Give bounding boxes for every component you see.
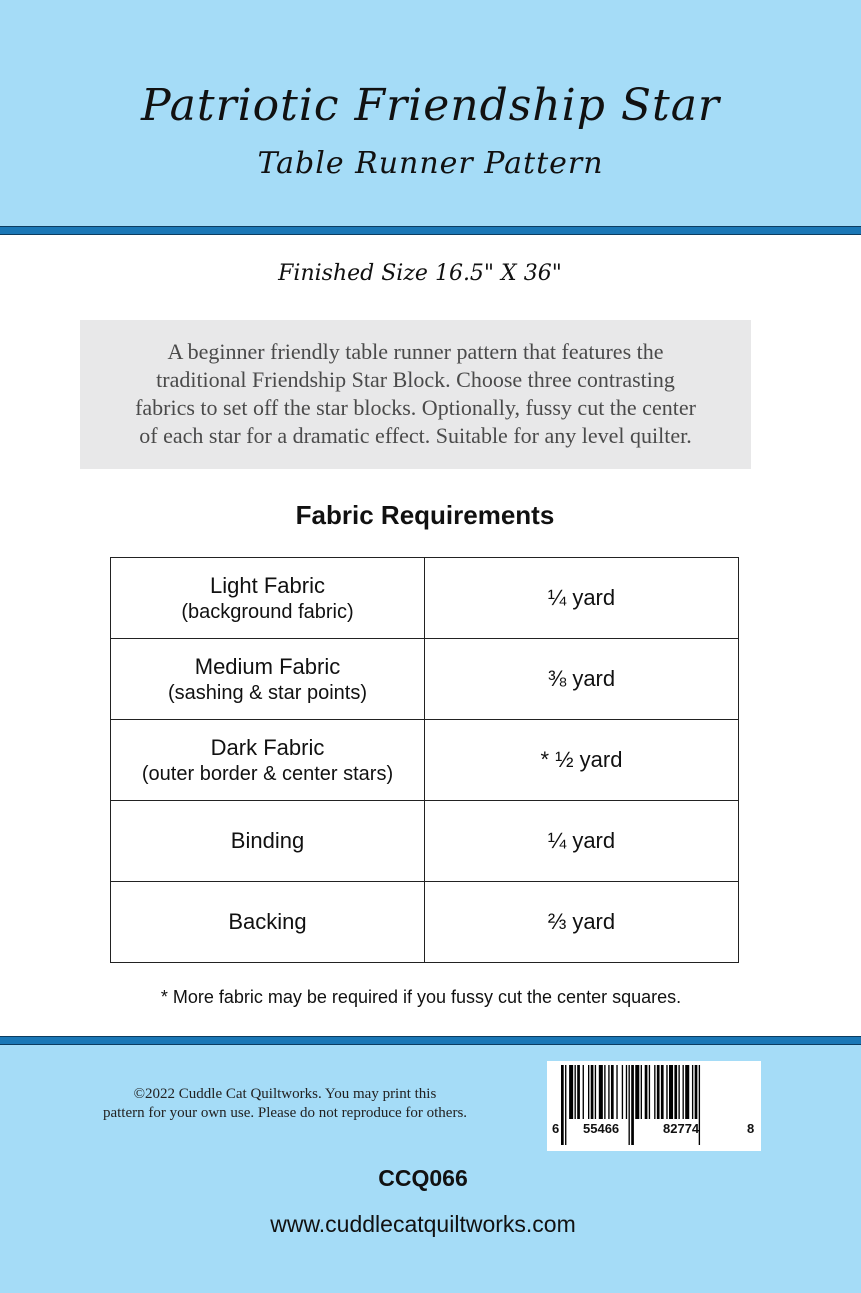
table-row [111,558,739,639]
barcode [547,1061,761,1151]
fussy-cut-footnote: * More fabric may be required if you fussy cut the center squares. [160,987,682,1007]
barcode-bar [561,1065,564,1145]
table-row [111,639,739,720]
fabric-name-cell [111,558,425,639]
fabric-amount: ¼ yard [425,558,739,639]
description-line: of each star for a dramatic effect. Suitable for any level quilter. [139,423,692,448]
fabric-amount: * ½ yard [425,720,739,801]
barcode-bar [616,1065,617,1119]
barcode-bar [622,1065,623,1119]
pattern-title: Patriotic Friendship Star [141,80,720,131]
barcode-bar [565,1065,566,1145]
barcode-bar [599,1065,603,1119]
fabric-note: (outer border & center stars) [141,762,394,785]
fabric-amount: ⅔ yard [425,882,739,963]
product-code: CCQ066 [378,1165,468,1191]
barcode-bar [645,1065,648,1119]
copyright-notice [70,1085,500,1123]
barcode-bar [661,1065,664,1119]
footer-banner [0,1045,861,1293]
barcode-bar [657,1065,660,1119]
pattern-subtitle: Table Runner Pattern [257,146,604,181]
barcode-bar [635,1065,639,1119]
barcode-bar [654,1065,655,1119]
fabric-note: (sashing & star points) [168,681,367,704]
barcode-bar [666,1065,667,1119]
barcode-group-left: 55466 [583,1121,620,1136]
fabric-name-cell [111,639,425,720]
barcode-group-right: 82774 [663,1121,700,1136]
barcode-bar [626,1065,627,1119]
barcode-bar [595,1065,596,1119]
description-box [80,320,751,469]
barcode-bar [588,1065,589,1119]
bottom-divider [0,1036,861,1045]
fabric-name: Dark Fabric [210,734,325,760]
table-row [111,801,739,882]
barcode-bar [577,1065,580,1119]
top-divider [0,226,861,235]
barcode-bar [604,1065,605,1119]
barcode-bar [591,1065,594,1119]
fabric-amount: ¼ yard [425,801,739,882]
table-row [111,720,739,801]
fabric-requirements-heading: Fabric Requirements [295,500,555,530]
barcode-bar [641,1065,642,1119]
barcode-bar [678,1065,679,1119]
website-url: www.cuddlecatquiltworks.com [270,1211,576,1237]
barcode-digit-left: 6 [552,1121,560,1136]
finished-size: Finished Size 16.5" X 36" [278,261,562,286]
barcode-bar [674,1065,677,1119]
barcode-bars [547,1061,761,1151]
fabric-name: Light Fabric [210,572,325,598]
fabric-name: Medium Fabric [194,653,341,679]
fabric-name: Backing [111,882,425,963]
table-row [111,882,739,963]
barcode-digit-right: 8 [747,1121,755,1136]
fabric-amount: ⅜ yard [425,639,739,720]
barcode-bar [683,1065,684,1119]
barcode-bar [569,1065,573,1119]
barcode-bar [611,1065,614,1119]
fabric-name: Binding [111,801,425,882]
copyright-line: pattern for your own use. Please do not reproduce for others. [102,1105,468,1121]
barcode-bar [575,1065,576,1119]
barcode-bar [629,1065,630,1145]
description-line: fabrics to set off the star blocks. Optionally, fussy cut the center [135,395,696,420]
copyright-line: ©2022 Cuddle Cat Quiltworks. You may print this [133,1086,437,1102]
barcode-bar [631,1065,634,1145]
barcode-bar [649,1065,650,1119]
fabric-requirements-table [110,557,739,963]
fabric-name-cell [111,720,425,801]
barcode-bar [583,1065,584,1119]
fabric-note: (background fabric) [181,600,354,623]
barcode-bar [685,1065,689,1119]
barcode-bar [692,1065,693,1119]
barcode-bar [695,1065,698,1119]
description-line: A beginner friendly table runner pattern that features the [167,339,664,364]
header-banner [0,0,861,226]
description-line: traditional Friendship Star Block. Choose three contrasting [156,367,675,392]
barcode-bar [669,1065,673,1119]
barcode-bar [608,1065,609,1119]
